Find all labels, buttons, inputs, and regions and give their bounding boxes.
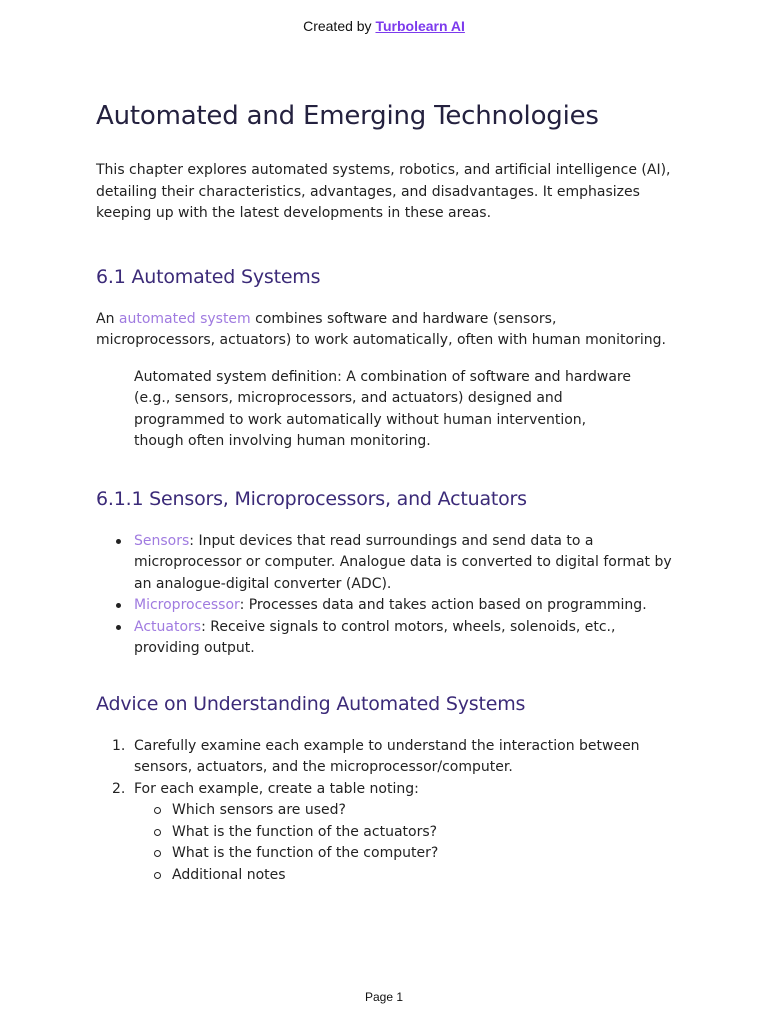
list-item-microprocessor xyxy=(134,595,676,617)
list-item-text: : Receive signals to control motors, wheels, solenoids, etc., providing output. xyxy=(134,618,616,656)
definition-block: Automated system definition: A combination of software and hardware (e.g., sensors, microprocessors, and actuators) designed and programmed to work automatically without human intervention, though often involving human monitoring. xyxy=(134,368,631,449)
bullet-circle-icon xyxy=(154,872,161,879)
bullet-dot-icon xyxy=(116,603,121,608)
page-footer xyxy=(0,990,768,1004)
sub-item-text: Which sensors are used? xyxy=(172,802,346,818)
step-number: 2. xyxy=(112,780,126,797)
bullet-circle-icon xyxy=(154,829,161,836)
bullet-circle-icon xyxy=(154,807,161,814)
paragraph-text: combines software and hardware (sensors, microprocessors, actuators) to work automatically, often with human monitoring. xyxy=(96,310,666,348)
document-body xyxy=(96,97,676,886)
components-list xyxy=(96,531,676,660)
page-title: Automated and Emerging Technologies xyxy=(96,101,599,131)
list-item-text: : Input devices that read surroundings and send data to a microprocessor or computer. Analogue data is converted to digital format by an analogue-digital converter (ADC). xyxy=(134,532,672,592)
automated-system-paragraph xyxy=(96,309,676,352)
sub-item-text: What is the function of the actuators? xyxy=(172,823,438,840)
created-by-label: Created by xyxy=(303,18,376,34)
bullet-circle-icon xyxy=(154,850,161,857)
sub-item-text: Additional notes xyxy=(172,866,286,883)
step-number: 1. xyxy=(112,737,126,754)
advice-steps-list xyxy=(96,736,676,887)
list-item-sensors xyxy=(134,531,676,596)
table-notes-sublist xyxy=(134,800,676,886)
section-heading-advice: Advice on Understanding Automated Systems xyxy=(96,692,526,715)
term-sensors: Sensors xyxy=(134,532,190,549)
paragraph-text: An xyxy=(96,310,119,327)
step-text: For each example, create a table noting: xyxy=(134,780,419,797)
bullet-dot-icon xyxy=(116,539,121,544)
list-item-actuators xyxy=(134,617,676,660)
sub-item-computer-function xyxy=(172,843,676,865)
step-item-2 xyxy=(112,779,676,887)
term-microprocessor: Microprocessor xyxy=(134,597,240,613)
section-heading-sensors-microprocessors-actuators: 6.1.1 Sensors, Microprocessors, and Actuators xyxy=(96,487,527,510)
sub-item-additional-notes xyxy=(172,865,676,887)
page-number: Page 1 xyxy=(364,990,404,1004)
sub-item-sensors-used xyxy=(172,800,676,822)
page-header xyxy=(0,18,768,34)
turbolearn-link[interactable]: Turbolearn AI xyxy=(375,18,465,34)
step-item-1 xyxy=(112,736,676,779)
section-heading-automated-systems: 6.1 Automated Systems xyxy=(96,265,321,288)
list-item-text: : Processes data and takes action based on programming. xyxy=(239,597,647,613)
term-actuators: Actuators xyxy=(134,618,202,635)
intro-paragraph: This chapter explores automated systems, robotics, and artificial intelligence (AI), detailing their characteristics, advantages, and disadvantages. It emphasizes keeping up with the latest developments in these areas. xyxy=(96,162,671,221)
term-automated-system: automated system xyxy=(118,310,251,327)
step-text: Carefully examine each example to understand the interaction between sensors, actuators, and the microprocessor/computer. xyxy=(134,737,640,775)
sub-item-actuator-function xyxy=(172,822,676,844)
bullet-dot-icon xyxy=(116,625,121,630)
sub-item-text: What is the function of the computer? xyxy=(172,845,439,861)
